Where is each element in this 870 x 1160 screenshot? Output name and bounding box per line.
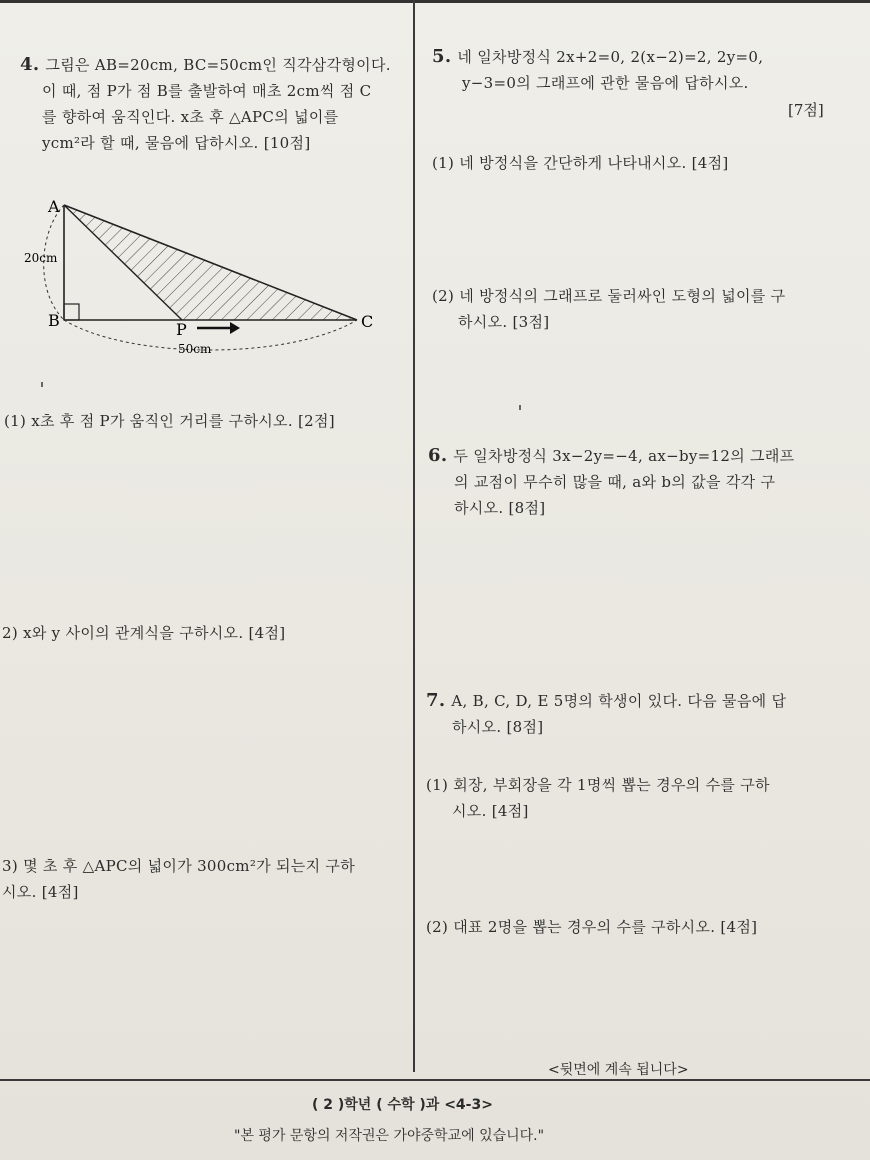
copyright-notice: "본 평가 문항의 저작권은 가야중학교에 있습니다." xyxy=(234,1128,545,1144)
question-text-line: 3) 몇 초 후 △APC의 넓이가 300cm²가 되는지 구하 xyxy=(2,857,356,875)
arrow-icon xyxy=(230,322,240,334)
question-text-line: A, B, C, D, E 5명의 학생이 있다. 다음 물음에 답 xyxy=(451,692,787,710)
label-p: P xyxy=(176,320,187,339)
question-text-line: 하시오. [8점] xyxy=(454,499,546,517)
question-7 xyxy=(426,688,856,740)
question-text-line: 이 때, 점 P가 점 B를 출발하여 매초 2cm씩 점 C xyxy=(42,82,372,100)
label-ab-length: 20cm xyxy=(24,251,58,265)
question-6 xyxy=(428,443,858,521)
label-bc-length: 50cm xyxy=(178,342,212,356)
question-text-line: 하시오. [3점] xyxy=(458,313,550,331)
question-text-line: y−3=0의 그래프에 관한 물음에 답하시오. xyxy=(462,74,749,92)
grade-subject-label: ( 2 )학년 ( 수학 )과 <4-3> xyxy=(312,1097,493,1113)
question-5-points: [7점] xyxy=(788,101,824,119)
question-text-line: 네 일차방정식 2x+2=0, 2(x−2)=2, 2y=0, xyxy=(457,48,764,66)
pencil-mark xyxy=(519,405,521,410)
continued-notice: <뒷면에 계속 됩니다> xyxy=(548,1062,689,1078)
question-text-line: ycm²라 할 때, 물음에 답하시오. [10점] xyxy=(42,134,311,152)
label-b: B xyxy=(48,311,60,330)
question-text-line: 그림은 AB=20cm, BC=50cm인 직각삼각형이다. xyxy=(45,56,391,74)
question-text-line: 시오. [4점] xyxy=(2,883,79,901)
question-7-part-1 xyxy=(426,772,770,824)
label-a: A xyxy=(48,197,60,216)
question-4 xyxy=(20,52,410,156)
question-number: 4. xyxy=(20,54,40,75)
question-4-part-3 xyxy=(2,853,355,905)
footer-rule xyxy=(0,1079,870,1081)
question-5 xyxy=(432,44,852,96)
question-text-line: (2) 네 방정식의 그래프로 둘러싸인 도형의 넓이를 구 xyxy=(432,287,786,305)
question-text-line: 의 교점이 무수히 많을 때, a와 b의 값을 각각 구 xyxy=(454,473,776,491)
question-4-part-1: (1) x초 후 점 P가 움직인 거리를 구하시오. [2점] xyxy=(4,412,335,430)
question-5-part-1: (1) 네 방정식을 간단하게 나타내시오. [4점] xyxy=(432,154,729,172)
question-5-part-2 xyxy=(432,283,785,335)
question-4-part-2: 2) x와 y 사이의 관계식을 구하시오. [4점] xyxy=(2,624,286,642)
question-7-part-2: (2) 대표 2명을 뽑는 경우의 수를 구하시오. [4점] xyxy=(426,918,758,936)
question-text-line: 를 향하여 움직인다. x초 후 △APC의 넓이를 xyxy=(42,108,339,126)
right-angle-mark xyxy=(64,304,79,320)
top-rule xyxy=(0,0,870,3)
question-number: 7. xyxy=(426,690,446,711)
question-number: 6. xyxy=(428,445,448,466)
question-number: 5. xyxy=(432,46,452,67)
question-text-line: (1) 회장, 부회장을 각 1명씩 뽑는 경우의 수를 구하 xyxy=(426,776,770,794)
label-c: C xyxy=(361,312,374,331)
triangle-figure xyxy=(20,190,400,370)
question-text-line: 시오. [4점] xyxy=(452,802,529,820)
question-text-line: 두 일차방정식 3x−2y=−4, ax−by=12의 그래프 xyxy=(453,447,795,465)
pencil-mark xyxy=(41,382,43,387)
question-text-line: 하시오. [8점] xyxy=(452,718,544,736)
column-divider xyxy=(413,0,415,1072)
